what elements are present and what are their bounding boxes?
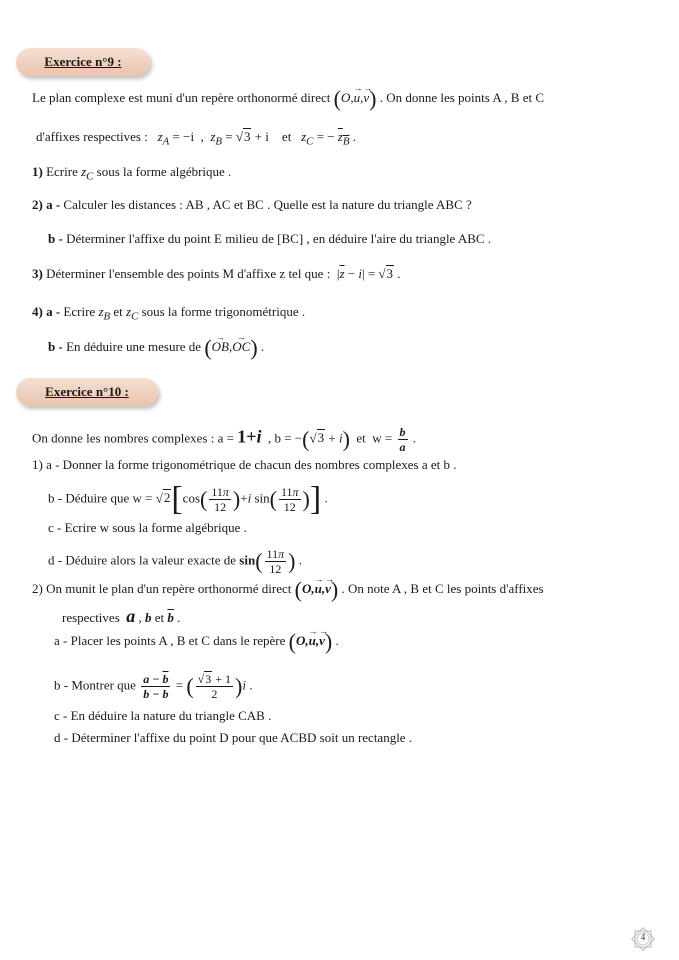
ex9-question-2b: b - Déterminer l'affixe du point E milieu de [BC] , en déduire l'aire du triangle ABC .: [48, 231, 492, 246]
ex10-question-2: 2) On munit le plan d'un repère orthonormé direct (O,u →,v →) . On note A , B et C les points d'affixes: [32, 580, 544, 599]
ex10-question-2c: c - En déduire la nature du triangle CAB .: [54, 708, 272, 723]
ex10-intro: On donne les nombres complexes : a = 1+i , b = −(√3 + i) et w = $\frac{b}{a}$ .: [32, 425, 417, 454]
ex9-question-1: 1) Ecrire $z_C$ sous la forme algébrique .: [32, 164, 232, 183]
ex10-question-2a: a - Placer les points A , B et C dans le repère (O,u →,v →) .: [54, 632, 339, 651]
ex10-question-1c: c - Ecrire w sous la forme algébrique .: [48, 520, 247, 535]
ex10-question-1d: d - Déduire alors la valeur exacte de sin( $\frac{11\pi}{12}$ ) .: [48, 547, 302, 576]
exercise-9-title: Exercice n°9 :: [16, 48, 150, 76]
ex10-question-2b: b - Montrer que $\frac{a - \overline{b}}{b - \overline{b}}$ = ( $\frac{√3 + 1}{2}$ )i .: [54, 672, 253, 701]
exercise-10-title: Exercice n°10 :: [16, 378, 158, 406]
ex9-question-2a: 2) a - Calculer les distances : AB , AC et BC . Quelle est la nature du triangle ABC ?: [32, 197, 472, 212]
ex10-question-2-affixes: respectives a , b et $\overline{b}$ .: [62, 606, 181, 626]
ex9-intro-line1: Le plan complexe est muni d'un repère orthonormé direct (O,u →,v →) . On donne les points A , B et C: [32, 89, 544, 108]
ex10-question-1b: b - Déduire que w = √2[cos( $\frac{11\pi}{12}$ )+i sin( $\frac{11\pi}{12}$ )] .: [48, 480, 328, 518]
ex9-question-4b: b - En déduire une mesure de (OB →,OC →) .: [48, 338, 264, 357]
ex9-question-4a: 4) a - Ecrire $z_B$ et $z_C$ sous la forme trigonométrique .: [32, 304, 306, 323]
ex9-intro-line2: d'affixes respectives : $z_A = -i$ , $z_B = √3 + i$ et $z_C$ = − $z_B$ .: [36, 129, 356, 148]
ex9-question-3: 3) Déterminer l'ensemble des points M d'affixe z tel que : $|\overline{z} - i| = √3$ .: [32, 266, 401, 281]
ex10-question-2d: d - Déterminer l'affixe du point D pour que ACBD soit un rectangle .: [54, 730, 413, 745]
page-number-ornament: [630, 926, 656, 952]
ex10-question-1a: 1) a - Donner la forme trigonométrique de chacun des nombres complexes a et b .: [32, 457, 457, 472]
page-number: 4: [640, 932, 646, 942]
